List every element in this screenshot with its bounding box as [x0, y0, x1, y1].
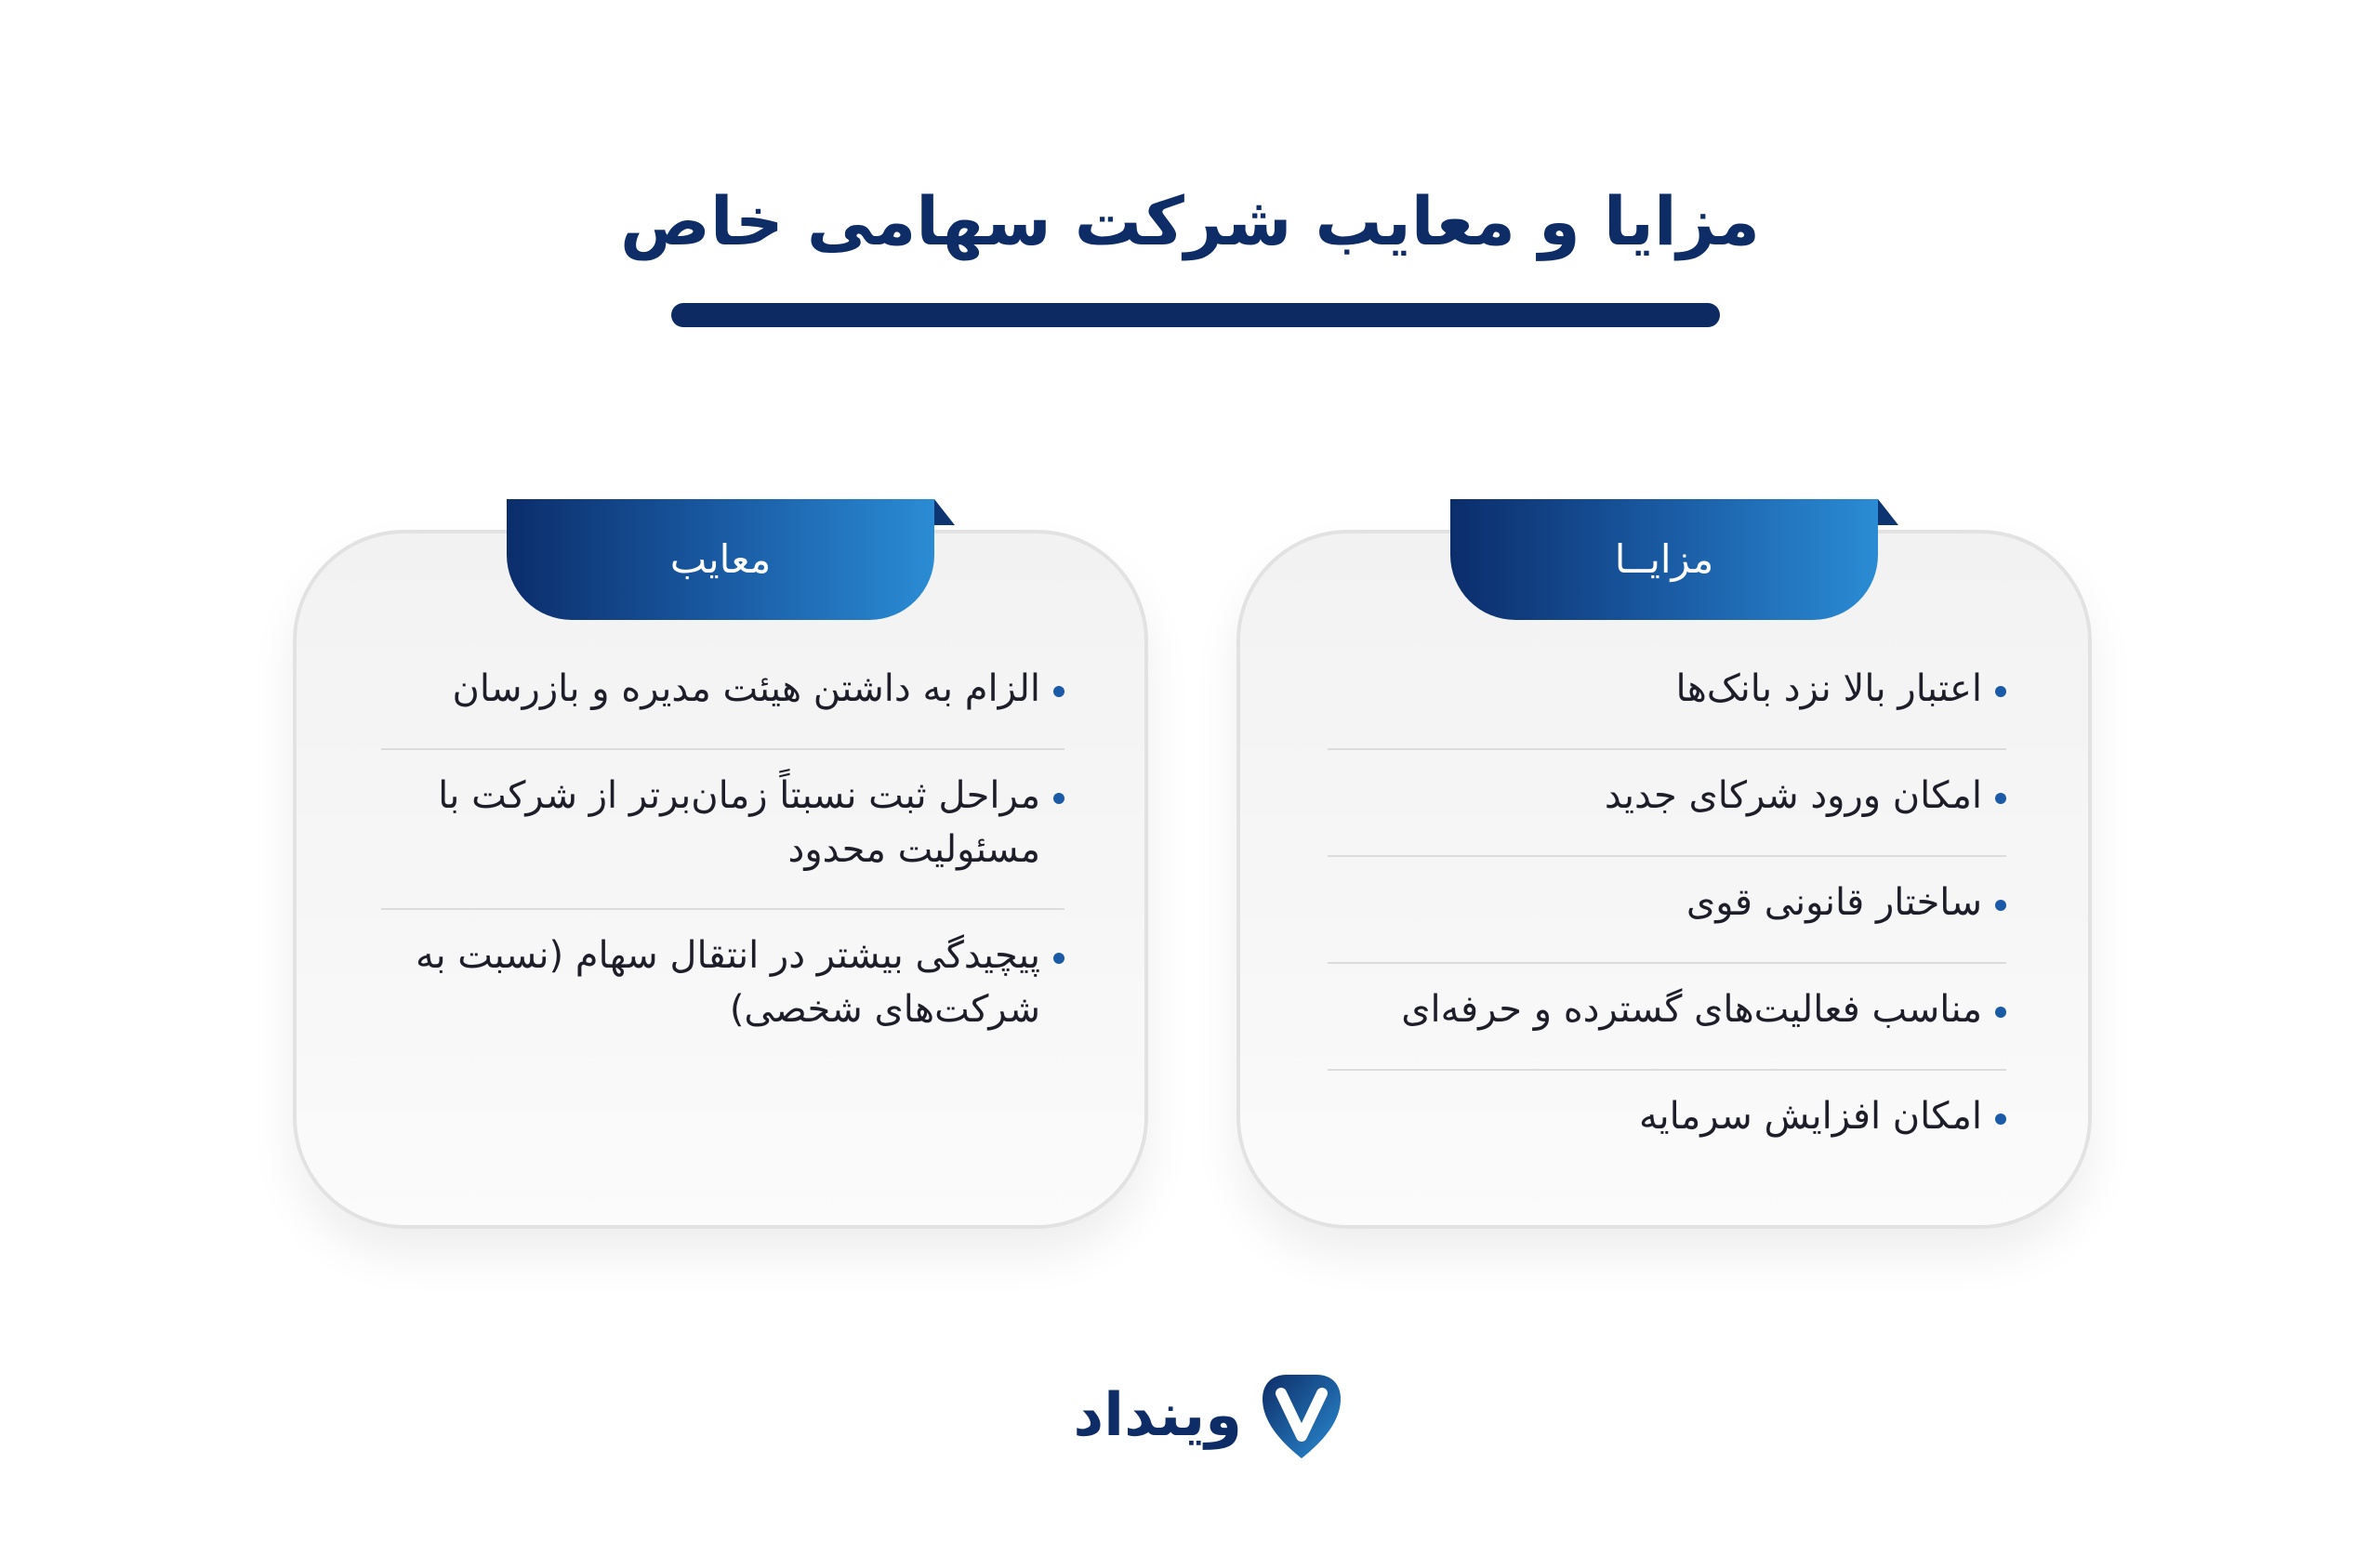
pros-list-item — [1328, 857, 2006, 964]
bullet-dot-icon — [1053, 953, 1064, 964]
cons-list-item — [381, 643, 1064, 750]
pros-list-item — [1328, 750, 2006, 857]
pros-item-text: ساختار قانونی قوی — [1686, 881, 1982, 924]
bullet-dot-icon — [1053, 793, 1064, 804]
title-underline — [671, 303, 1720, 327]
pros-list — [1328, 643, 2006, 1178]
bullet-dot-icon — [1995, 793, 2006, 804]
pros-list-item — [1328, 1071, 2006, 1178]
cons-item-text: الزام به داشتن هیئت مدیره و بازرسان — [452, 667, 1040, 710]
bullet-dot-icon — [1995, 900, 2006, 911]
pros-item-text: امکان ورود شرکای جدید — [1604, 774, 1982, 817]
pros-item-text: اعتبار بالا نزد بانک‌ها — [1675, 667, 1982, 710]
pros-item-text: مناسب فعالیت‌های گسترده و حرفه‌ای — [1401, 988, 1982, 1031]
cons-heading-tab: معایب — [507, 499, 934, 620]
brand-logo — [1069, 1364, 1348, 1467]
cons-item-text: مراحل ثبت نسبتاً زمان‌برتر از شرکت با مسئولیت محدود — [438, 774, 1040, 871]
bullet-dot-icon — [1995, 686, 2006, 697]
pros-list-item — [1328, 643, 2006, 750]
cons-list-item — [381, 750, 1064, 910]
bullet-dot-icon — [1995, 1007, 2006, 1018]
cons-item-text: پیچیدگی بیشتر در انتقال سهام (نسبت به شرکت‌های شخصی) — [416, 934, 1040, 1031]
pros-item-text: امکان افزایش سرمایه — [1639, 1095, 1982, 1138]
cons-list — [381, 643, 1064, 1049]
bullet-dot-icon — [1995, 1114, 2006, 1125]
v-shield-logo-icon — [1255, 1369, 1348, 1462]
brand-logo-text: ویندا‌د — [1073, 1381, 1242, 1450]
bullet-dot-icon — [1053, 686, 1064, 697]
page-title: مزایا و معایب شرکت سهامی خاص — [620, 182, 1760, 260]
pros-list-item — [1328, 964, 2006, 1071]
pros-heading-tab: مزایــا — [1450, 499, 1878, 620]
cons-list-item — [381, 910, 1064, 1049]
